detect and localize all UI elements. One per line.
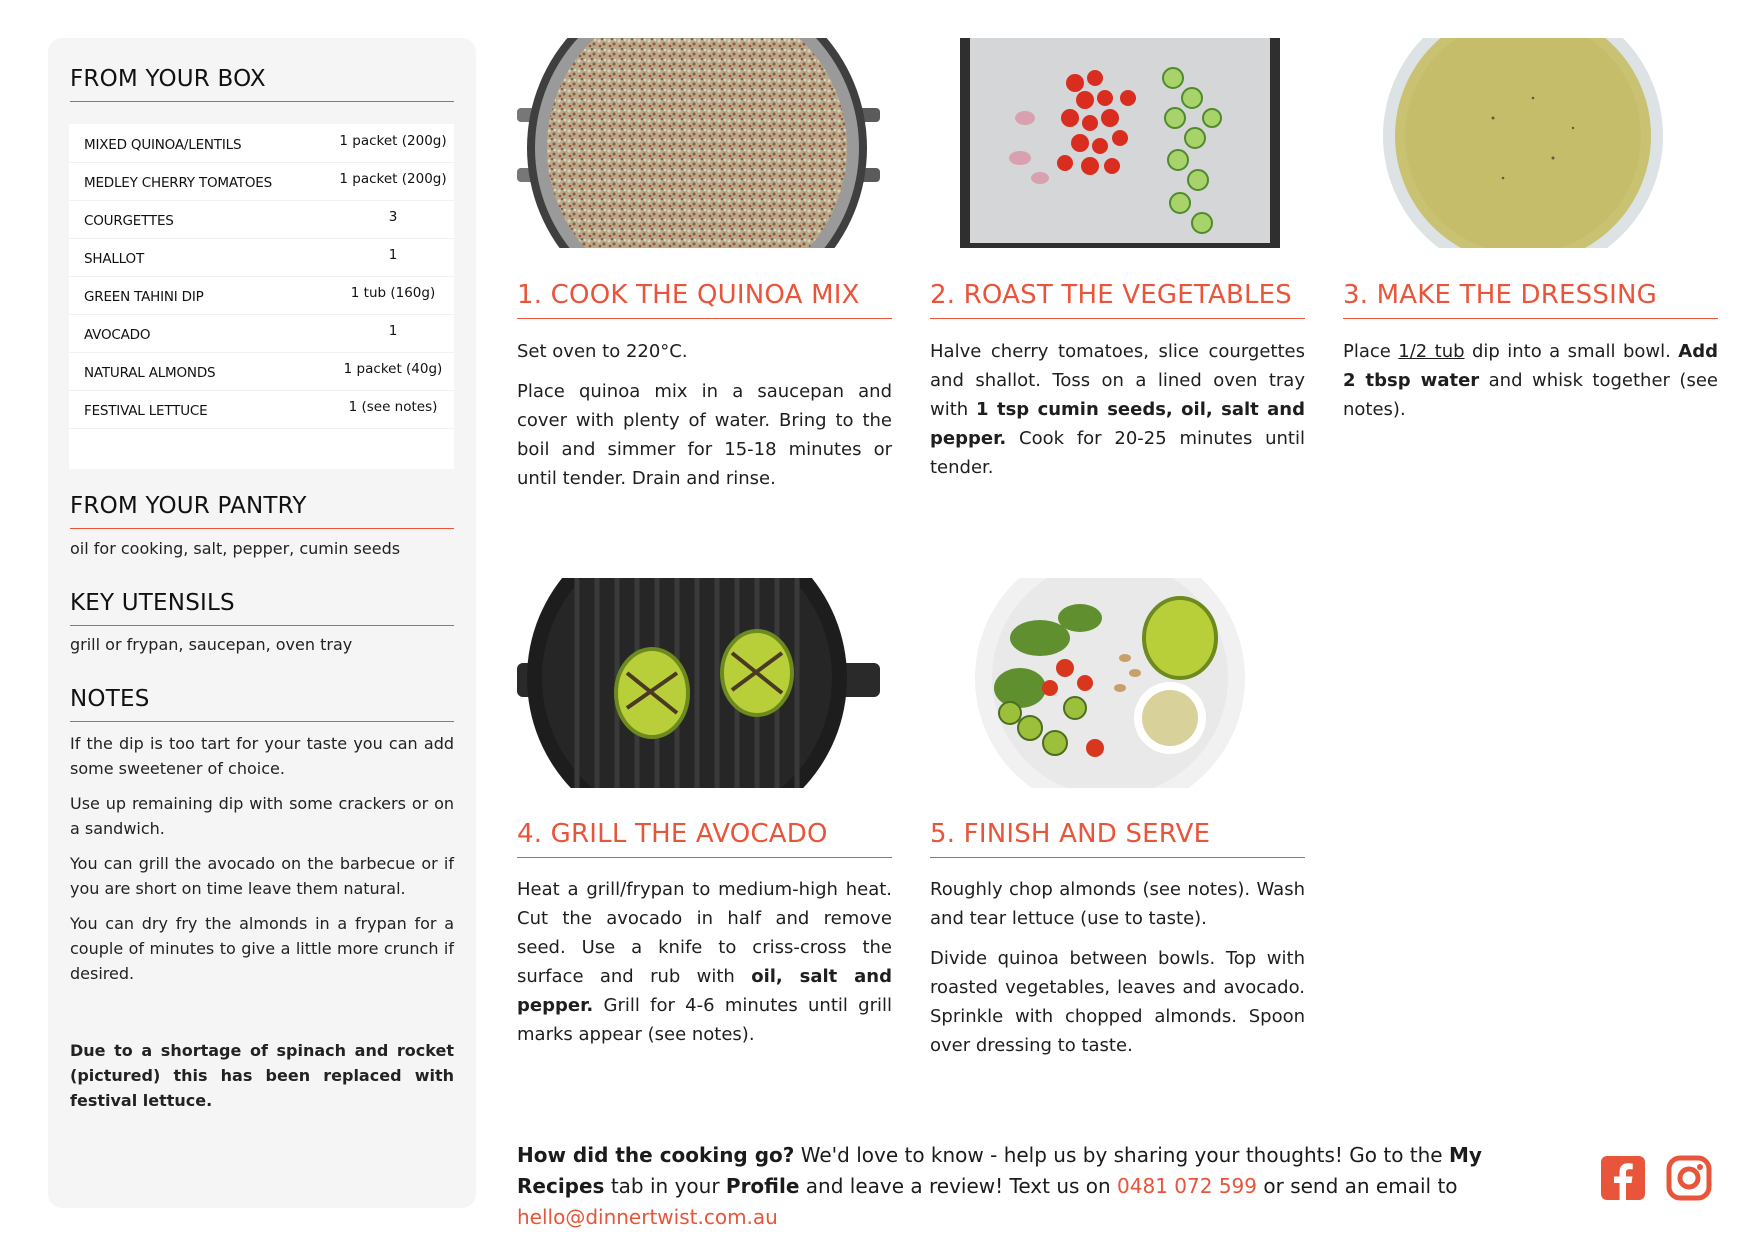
from-box-title: FROM YOUR BOX xyxy=(70,66,454,102)
step-2-body xyxy=(930,337,1305,493)
step-1-text: Set oven to 220°C. xyxy=(517,341,688,362)
ingredient-qty: 1 packet (40g) xyxy=(343,361,443,377)
ingredient-qty: 1 xyxy=(388,323,398,339)
pantry-title: FROM YOUR PANTRY xyxy=(70,493,454,529)
note-item: If the dip is too tart for your taste you can add some sweetener of choice. xyxy=(70,734,454,778)
note-item: You can dry fry the almonds in a frypan for a couple of minutes to give a little more crunch if desired. xyxy=(70,914,454,983)
from-box-table xyxy=(69,124,454,469)
instagram-icon[interactable] xyxy=(1666,1155,1712,1201)
utensils-text: grill or frypan, saucepan, oven tray xyxy=(70,635,353,654)
ingredient-row xyxy=(69,314,454,353)
note-item: Use up remaining dip with some crackers or on a sandwich. xyxy=(70,794,454,838)
step-2-text: Halve cherry tomatoes, slice courgettes and shallot. Toss on a lined oven tray with 1 tsp cumin seeds, oil, salt and pepper. Cook for 20-25 minutes until tender. xyxy=(930,341,1305,478)
ingredient-name: FESTIVAL LETTUCE xyxy=(84,403,208,419)
step-5-text: Divide quinoa between bowls. Top with roasted vegetables, leaves and avocado. Sprinkle with chopped almonds. Spoon over dressing to taste. xyxy=(930,948,1305,1056)
utensils-title: KEY UTENSILS xyxy=(70,590,454,626)
step-1-title: 1. COOK THE QUINOA MIX xyxy=(517,280,892,319)
ingredient-row xyxy=(69,162,454,201)
step-2-title: 2. ROAST THE VEGETABLES xyxy=(930,280,1305,319)
dressing-bowl-photo xyxy=(1343,38,1706,248)
step-3-title: 3. MAKE THE DRESSING xyxy=(1343,280,1718,319)
ingredient-name: GREEN TAHINI DIP xyxy=(84,289,204,305)
grill-avocado-photo xyxy=(517,578,880,788)
step-4-body xyxy=(517,875,892,1060)
ingredient-row xyxy=(69,200,454,239)
ingredient-name: AVOCADO xyxy=(84,327,151,343)
email-link[interactable]: hello@dinnertwist.com.au xyxy=(517,1205,778,1229)
step-3-body xyxy=(1343,337,1718,435)
finished-bowl-photo xyxy=(930,578,1293,788)
ingredient-row xyxy=(69,238,454,277)
step-1-body xyxy=(517,337,892,504)
step-3-text: Place 1/2 tub dip into a small bowl. Add 2 tbsp water and whisk together (see notes). xyxy=(1343,341,1718,420)
ingredient-row xyxy=(69,352,454,391)
ingredient-row xyxy=(69,390,454,429)
substitution-note: Due to a shortage of spinach and rocket (pictured) this has been replaced with festival lettuce. xyxy=(70,1041,454,1110)
step-1-text: Place quinoa mix in a saucepan and cover with plenty of water. Bring to the boil and simmer for 15-18 minutes or until tender. Drain and rinse. xyxy=(517,381,892,489)
profile-link: Profile xyxy=(725,1174,800,1198)
note-item: You can grill the avocado on the barbecue or if you are short on time leave them natural. xyxy=(70,854,454,898)
phone-number-link[interactable]: 0481 072 599 xyxy=(1117,1174,1258,1198)
step-4-title: 4. GRILL THE AVOCADO xyxy=(517,819,892,858)
ingredient-name: COURGETTES xyxy=(84,213,174,229)
quinoa-pot-photo xyxy=(517,38,880,248)
ingredient-qty: 3 xyxy=(388,209,398,225)
ingredient-qty: 1 (see notes) xyxy=(348,399,438,415)
step-5-title: 5. FINISH AND SERVE xyxy=(930,819,1305,858)
roast-tray-photo xyxy=(930,38,1293,248)
my-recipes-link: My Recipes xyxy=(517,1143,1482,1198)
step-5-text: Roughly chop almonds (see notes). Wash and tear lettuce (use to taste). xyxy=(930,879,1305,929)
step-5-body xyxy=(930,875,1305,1071)
ingredient-name: NATURAL ALMONDS xyxy=(84,365,216,381)
feedback-question: How did the cooking go? xyxy=(517,1143,795,1167)
step-4-text: Heat a grill/frypan to medium-high heat. Cut the avocado in half and remove seed. Use a knife to criss-cross the surface and rub with oil, salt and pepper. Grill for 4-6 minutes until grill marks appear (see notes). xyxy=(517,879,893,1045)
notes-list xyxy=(70,731,454,996)
ingredient-qty: 1 xyxy=(388,247,398,263)
ingredient-name: SHALLOT xyxy=(84,251,144,267)
ingredient-row xyxy=(69,124,454,163)
ingredient-qty: 1 packet (200g) xyxy=(339,133,447,149)
feedback-footer: How did the cooking go? We'd love to know - help us by sharing your thoughts! Go to the My Recipes tab in your Profile and leave a review! Text us on 0481 072 599 or send an email to hello@dinnertwist.com.au xyxy=(517,1143,1482,1229)
facebook-icon[interactable] xyxy=(1600,1155,1646,1201)
ingredient-name: MIXED QUINOA/LENTILS xyxy=(84,137,242,153)
ingredient-qty: 1 tub (160g) xyxy=(350,285,436,301)
ingredients-panel xyxy=(48,38,476,1208)
ingredient-row xyxy=(69,276,454,315)
ingredient-name: MEDLEY CHERRY TOMATOES xyxy=(84,175,272,191)
pantry-text: oil for cooking, salt, pepper, cumin seeds xyxy=(70,539,401,558)
ingredient-qty: 1 packet (200g) xyxy=(339,171,447,187)
notes-title: NOTES xyxy=(70,686,454,722)
